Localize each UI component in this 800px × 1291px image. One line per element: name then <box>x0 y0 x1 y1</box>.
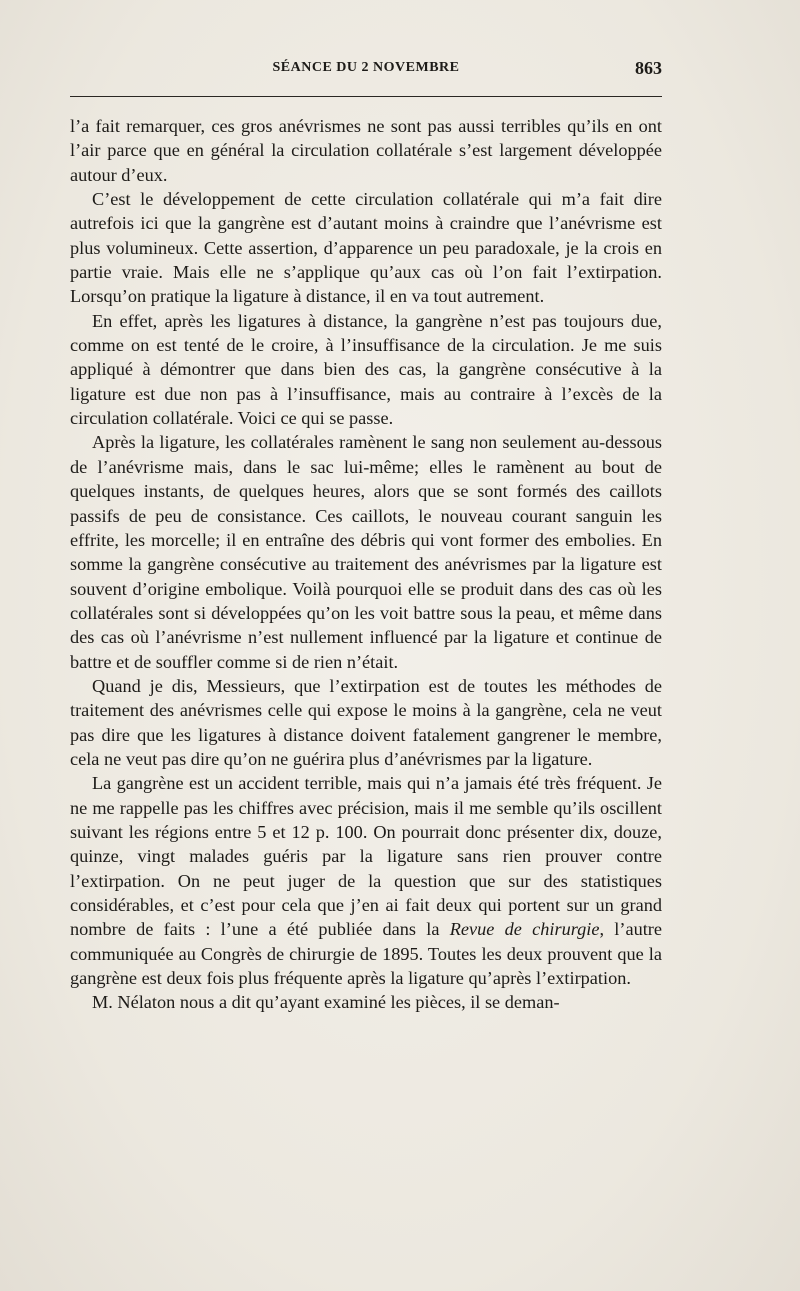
journal-title: Revue de chirurgie <box>449 919 600 940</box>
running-title: SÉANCE DU 2 NOVEMBRE <box>272 60 460 75</box>
paragraph: En effet, après les ligatures à distance, la gangrène n’est pas toujours due, comme on est tenté de le croire, à l’insuffisance de la circulation. Je me suis appliqué à démontrer que dans bien des cas, la gangrène consécutive à la ligature est due non pas à l’insuffisance, mais au contraire à l’excès de la circulation collatérale. Voici ce qui se passe. <box>70 310 662 429</box>
paragraph: M. Nélaton nous a dit qu’ayant examiné les pièces, il se deman- <box>92 992 560 1013</box>
page-header <box>70 58 662 88</box>
header-rule <box>70 96 662 97</box>
paragraph: Après la ligature, les collatérales ramènent le sang non seulement au-dessous de l’anévrisme mais, dans le sac lui-même; elles le ramènent au bout de quelques instants, de quelques heures, alors que se sont formés des caillots passifs de peu de consistance. Ces caillots, le nouveau courant sanguin les effrite, les morcelle; il en entraîne des débris qui vont former des embolies. En somme la gangrène consécutive au traitement des anévrismes par la ligature est souvent d’origine embolique. Voilà pourquoi elle se produit dans des cas où les collatérales sont si développées qu’on les voit battre sous la peau, et même dans des cas où l’anévrisme n’est nullement influencé par la ligature et continue de battre et de souffler comme si de rien n’était. <box>70 432 662 672</box>
page-number: 863 <box>635 58 662 78</box>
body-text <box>70 114 662 1015</box>
paragraph-text: , l’autre communiquée au Congrès de chirurgie de 1895. Toutes les deux prouvent que la gangrène est deux fois plus fréquente après la ligature qu’après l’extirpation. <box>70 919 663 989</box>
paragraph: Quand je dis, Messieurs, que l’extirpation est de toutes les méthodes de traitement des anévrismes celle qui expose le moins à la gangrène, cela ne veut pas dire que les ligatures à distance doivent fatalement gangrener le membre, cela ne veut pas dire qu’on ne guérira plus d’anévrismes par la ligature. <box>70 675 662 769</box>
paragraph: l’a fait remarquer, ces gros anévrismes ne sont pas aussi terribles qu’ils en ont l’air parce que en général la circulation collatérale s’est largement développée autour d’eux. <box>70 116 662 185</box>
paragraph-text: La gangrène est un accident terrible, mais qui n’a jamais été très fréquent. Je ne me rappelle pas les chiffres avec précision, mais il me semble qu’ils oscillent suivant les régions entre 5 et 12 p. 100. On pourrait donc présenter dix, douze, quinze, vingt malades guéris par la ligature sans rien prouver contre l’extirpation. On ne peut juger de la question que sur des statistiques considérables, et c’est pour cela que j’en ai fait deux qui portent sur un grand nombre de faits : l’une a été publiée dans la <box>70 773 662 940</box>
paragraph: C’est le développement de cette circulation collatérale qui m’a fait dire autrefois ici que la gangrène est d’autant moins à craindre que l’anévrisme est plus volumineux. Cette assertion, d’apparence un peu paradoxale, je la crois en partie vraie. Mais elle ne s’applique qu’aux cas où l’on fait l’extirpation. Lorsqu’on pratique la ligature à distance, il en va tout autrement. <box>70 189 662 307</box>
paragraph <box>70 771 662 990</box>
